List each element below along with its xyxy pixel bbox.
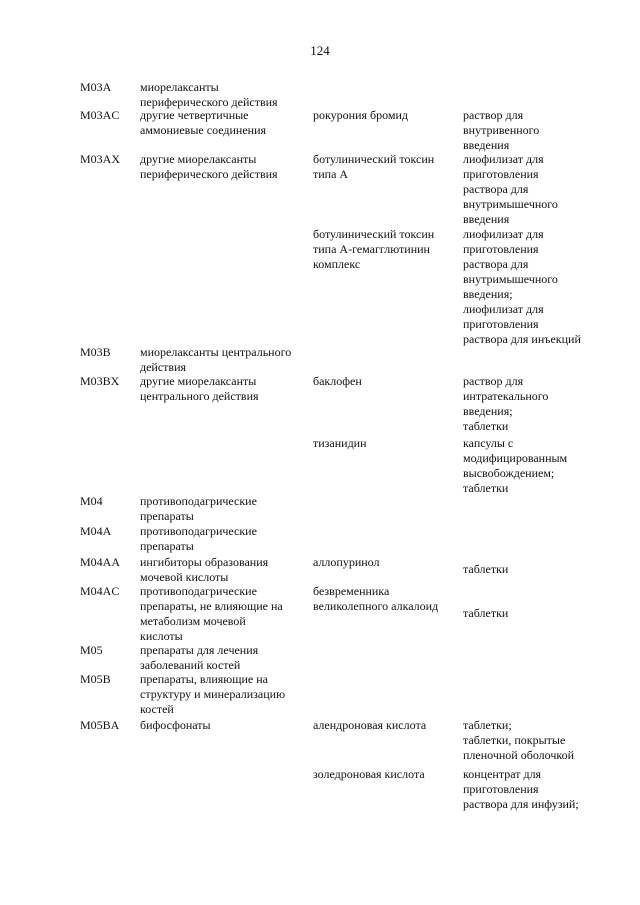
drug-name: тизанидин — [313, 436, 367, 450]
dosage-form: лиофилизат для приготовления раствора для внутримышечного введения; лиофилизат для приготовления раствора для инъекций — [463, 227, 581, 346]
group-name: бифосфонаты — [140, 718, 211, 732]
atc-code: M04A — [80, 524, 112, 538]
group-name: ингибиторы образования мочевой кислоты — [140, 555, 269, 584]
dosage-form: раствор для внутривенного введения — [463, 108, 540, 152]
drug-name: алендроновая кислота — [313, 718, 427, 732]
dosage-form: концентрат для приготовления раствора для инфузий; — [463, 767, 579, 811]
group-name: другие миорелаксанты центрального действия — [140, 374, 259, 403]
dosage-form: таблетки; таблетки, покрытые пленочной оболочкой — [463, 718, 575, 762]
atc-code: M04AC — [80, 584, 120, 598]
group-name: другие четвертичные аммониевые соединения — [140, 108, 267, 137]
page-number: 124 — [310, 43, 330, 58]
atc-code: M03BX — [80, 374, 120, 388]
drug-name: ботулинический токсин типа А — [313, 152, 435, 181]
dosage-form: раствор для интратекального введения; таблетки — [463, 374, 549, 433]
drug-name: рокурония бромид — [313, 108, 409, 122]
atc-code: M05BA — [80, 718, 120, 732]
drug-name: безвременника великолепного алкалоид — [313, 584, 439, 613]
atc-code: M03AC — [80, 108, 120, 122]
atc-code: M03AX — [80, 152, 121, 166]
group-name: миорелаксанты периферического действия — [140, 80, 278, 109]
drug-name: ботулинический токсин типа А-гемагглютинин комплекс — [313, 227, 435, 271]
dosage-form: таблетки — [463, 606, 509, 620]
group-name: противоподагрические препараты — [140, 494, 257, 523]
group-name: препараты для лечения заболеваний костей — [140, 643, 259, 672]
drug-name: золедроновая кислота — [313, 767, 425, 781]
group-name: миорелаксанты центрального действия — [140, 345, 292, 374]
dosage-form: лиофилизат для приготовления раствора для внутримышечного введения — [463, 152, 558, 226]
atc-code: M05 — [80, 643, 103, 657]
atc-code: M04AA — [80, 555, 121, 569]
atc-code: M03A — [80, 80, 112, 94]
group-name: другие миорелаксанты периферического действия — [140, 152, 278, 181]
atc-code: M04 — [80, 494, 103, 508]
dosage-form: таблетки — [463, 562, 509, 576]
group-name: противоподагрические препараты — [140, 524, 257, 553]
group-name: препараты, влияющие на структуру и минерализацию костей — [140, 672, 286, 716]
drug-name: аллопуринол — [313, 555, 380, 569]
group-name: противоподагрические препараты, не влияющие на метаболизм мочевой кислоты — [140, 584, 283, 643]
dosage-form: капсулы с модифицированным высвобождением; таблетки — [463, 436, 568, 495]
drug-name: баклофен — [313, 374, 362, 388]
atc-code: M03B — [80, 345, 111, 359]
atc-code: M05B — [80, 672, 111, 686]
